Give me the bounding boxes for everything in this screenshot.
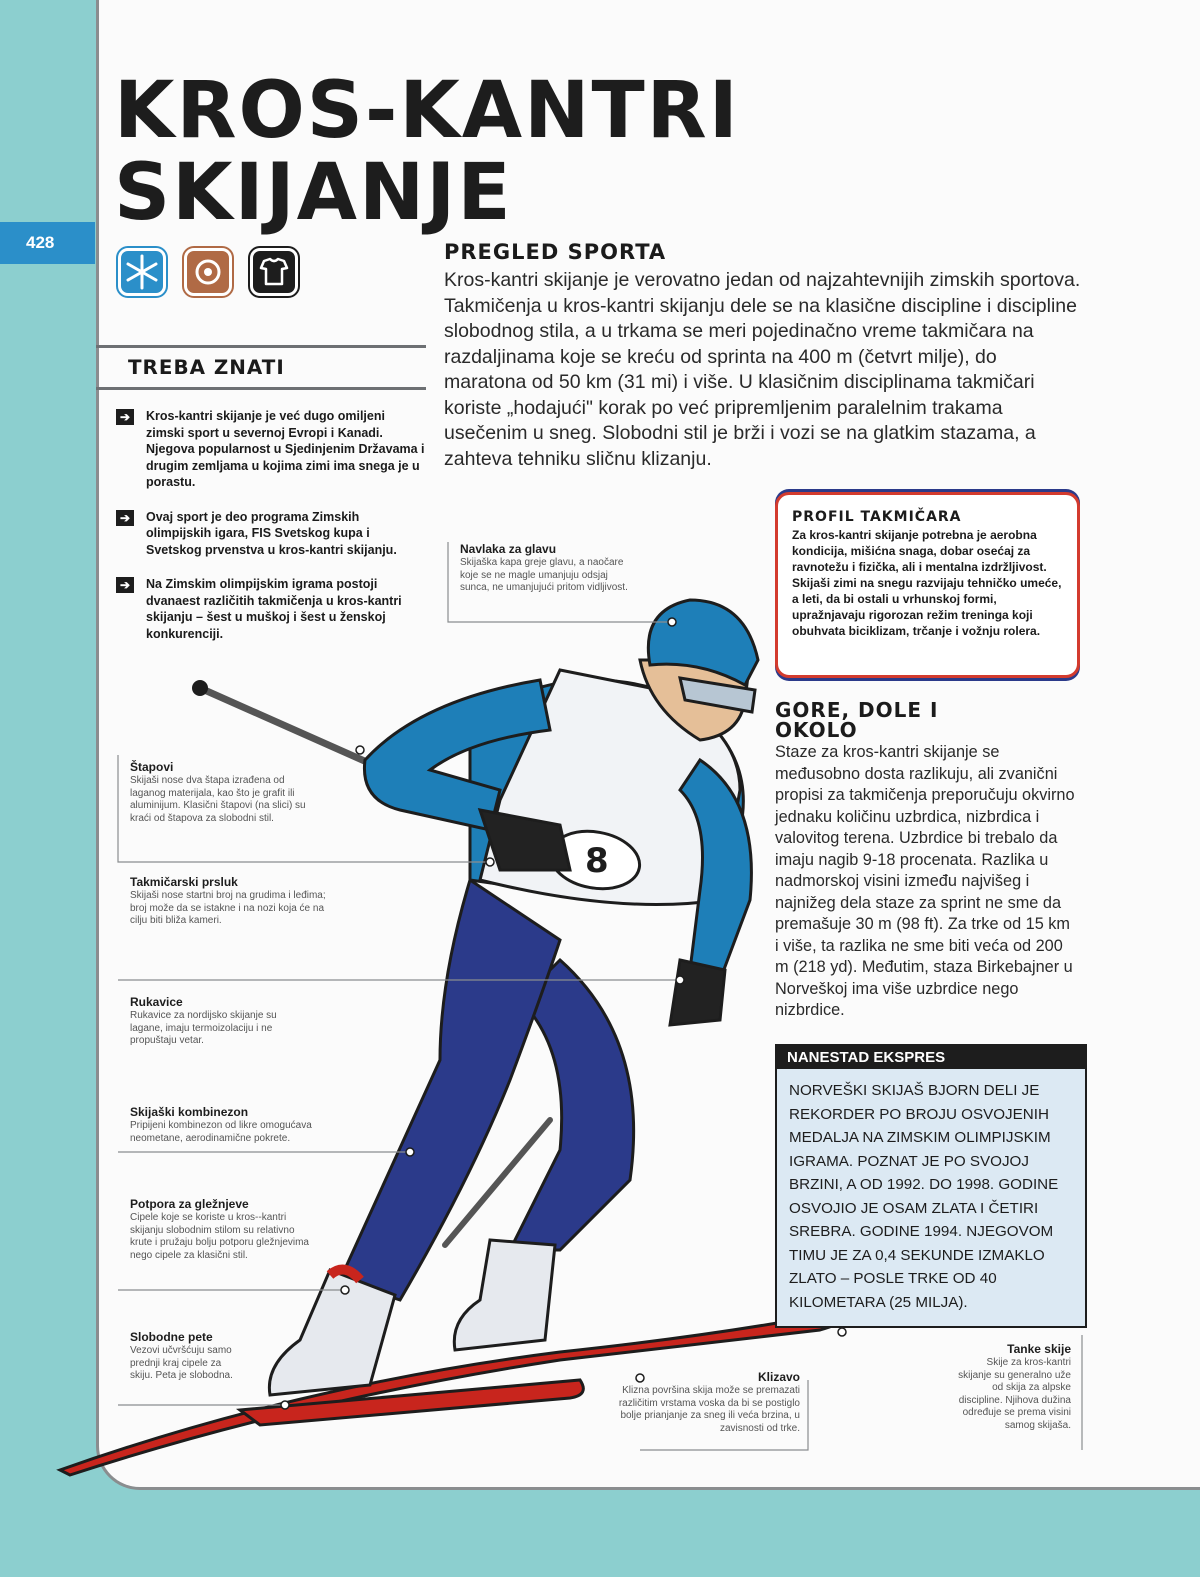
bib-number: 8 — [585, 841, 609, 881]
around-heading-line-1: GORE, DOLE I — [775, 698, 939, 722]
label-head-cover — [460, 542, 630, 595]
label-text: Cipele koje se koriste u kros--kantri skijanju slobodnim stilom su relativno krute i pružaju bolju potporu gležnjevima nego cipele za klasični stil. — [130, 1212, 309, 1261]
label-text: Skijaši nose dva štapa izrađena od laganog materijala, kao što je grafit ili aluminijum. Klasični štapovi (na slici) su kraći od štapova za slobodni stil. — [130, 775, 306, 824]
label-title: Rukavice — [130, 995, 183, 1009]
label-text: Skijaši nose startni broj na grudima i leđima; broj može da se istakne i na nozi koja će na cilju biti bliža kameri. — [130, 890, 326, 926]
around-text: Staze za kros-kantri skijanje se međusobno dosta razlikuju, ali zvanični propisi za takmičenja preporučuju okvirno jednaku količinu uzbrdica, nizbrdica i valovitog terena. Uzbrdice bi trebalo da imaju nagib 9-18 procenata. Razlika u nadmorskoj visini između najvišeg i najnižeg dela staze za sprint ne sme da premašuje 30 m (98 ft). Za trke od 15 km i više, ta razlika ne sme biti veća od 200 m (218 yd). Međutim, staza Birkebajner u Norveškoj ima više uzbrdice nego nizbrdice. — [775, 743, 1075, 1019]
label-text: Rukavice za nordijsko skijanje su lagane, imaju termoizolaciju i ne propuštaju vetar. — [130, 1010, 277, 1046]
know-heading: TREBA ZNATI — [128, 356, 285, 379]
boot-back — [454, 1240, 555, 1350]
overview-heading: PREGLED SPORTA — [444, 240, 667, 264]
list-item-text: Na Zimskim olimpijskim igrama postoji dvanaest različitih takmičenja u kros-kantri skijanju – šest u muškoj i šest u ženskoj konkurenciji. — [146, 577, 402, 641]
title-line-1: KROS-KANTRI — [114, 66, 740, 156]
profile-heading: PROFIL TAKMIČARA — [792, 509, 962, 525]
label-text: Klizna površina skija može se premazati različitim vrstama voska da bi se postiglo bolje prianjanje za sneg ili veća brzina, u zavisnosti od trke. — [618, 1385, 800, 1434]
label-text: Pripijeni kombinezon od likre omogućava neometane, aerodinamične pokrete. — [130, 1120, 312, 1144]
label-ankle-support — [130, 1197, 315, 1262]
around-heading-line-2: OKOLO — [775, 718, 858, 742]
label-text: Vezovi učvršćuju samo prednji kraj cipele za skiju. Peta je slobodna. — [130, 1345, 233, 1381]
arrow-right-icon: ➔ — [116, 510, 134, 526]
around-section — [775, 700, 1075, 1022]
arrow-right-icon: ➔ — [116, 409, 134, 425]
label-race-vest — [130, 875, 335, 928]
express-heading: NANESTAD EKSPRES — [777, 1046, 1085, 1069]
label-title: Tanke skije — [1007, 1342, 1071, 1356]
glove-back — [670, 960, 725, 1025]
label-ski-suit — [130, 1105, 355, 1145]
label-title: Navlaka za glavu — [460, 542, 557, 556]
label-title: Slobodne pete — [130, 1330, 213, 1344]
pole-grip — [192, 680, 208, 696]
page-number: 428 — [0, 222, 95, 264]
list-item-text: Ovaj sport je deo programa Zimskih olimpijskih igara, FIS Svetskog kupa i Svetskog prvenstva u kros-kantri skijanju. — [146, 509, 397, 557]
overview-text: Kros-kantri skijanje je verovatno jedan od najzahtevnijih zimskih sportova. Takmičenja u kros-kantri skijanju dele se na klasične discipline i discipline slobodnog stila, a u trkama se meri pojedinačno vreme takmičara na razdaljinama koje se kreću od sprinta na 400 m (četvrt milje), do maratona od 50 km (31 mi) i više. U klasičnim disciplinama takmičari koriste „hodajući" korak po već pripremljenim paralelnim trakama usečenim u sneg. Slobodni stil je brži i vozi se na glatkim stazama, a zahteva tehniku sličnu klizanju. — [444, 269, 1081, 470]
boot-front — [269, 1270, 395, 1395]
label-title: Takmičarski prsluk — [130, 875, 238, 889]
around-heading — [775, 700, 1075, 740]
label-glide-surface — [598, 1370, 800, 1435]
express-box — [775, 1044, 1087, 1328]
label-free-heels — [130, 1330, 240, 1383]
label-poles — [130, 760, 310, 825]
label-thin-skis — [955, 1342, 1071, 1432]
label-gloves — [130, 995, 310, 1048]
label-title: Klizavo — [757, 1370, 800, 1384]
label-title: Štapovi — [130, 760, 174, 774]
profile-text: Za kros-kantri skijanje potrebna je aerobna kondicija, mišićna snaga, dobar osećaj za ravnotežu i fizička, ali i mentalna izdržljivost. Skijaši zimi na snegu razvijaju tehničko umeće, a leti, da bi ostali u vrhunskoj formi, upražnjavaju rigorozan režim treninga koji obuhvata biciklizam, trčanje i vožnju rolera. — [792, 528, 1062, 638]
label-text: Skijaška kapa greje glavu, a naočare koje se ne magle umanjuju odsjaj sunca, ne umanjujući pritom vidljivost. — [460, 557, 628, 593]
label-text: Skije za kros-kantri skijanje su generalno uže od skija za alpske discipline. Njihova dužina određuje se prema visini samog skijaša. — [958, 1357, 1071, 1431]
label-title: Potpora za gležnjeve — [130, 1197, 249, 1211]
express-text: NORVEŠKI SKIJAŠ BJORN DELI JE REKORDER PO BROJU OSVOJENIH MEDALJA NA ZIMSKIM OLIMPIJSKIM IGRAMA. POZNAT JE PO SVOJOJ BRZINI, A OD 1992. DO 1998. GODINE OSVOJIO JE OSAM ZLATA I ČETIRI SREBRA. GODINE 1994. NJEGOVOM TIMU JE ZA 0,4 SEKUNDE IZMAKLO ZLATO – POSLE TRKE OD 40 KILOMETARA (25 MILJA). — [789, 1082, 1059, 1311]
list-item-text: Kros-kantri skijanje je već dugo omiljeni zimski sport u severnoj Evropi i Kanadi. Njegova popularnost u Sjedinjenim Državama i drugim zemljama u kojima zimi ima snega je u porastu. — [146, 409, 425, 489]
arrow-right-icon: ➔ — [116, 577, 134, 593]
label-title: Skijaški kombinezon — [130, 1105, 249, 1119]
title-line-2: SKIJANJE — [114, 148, 513, 238]
